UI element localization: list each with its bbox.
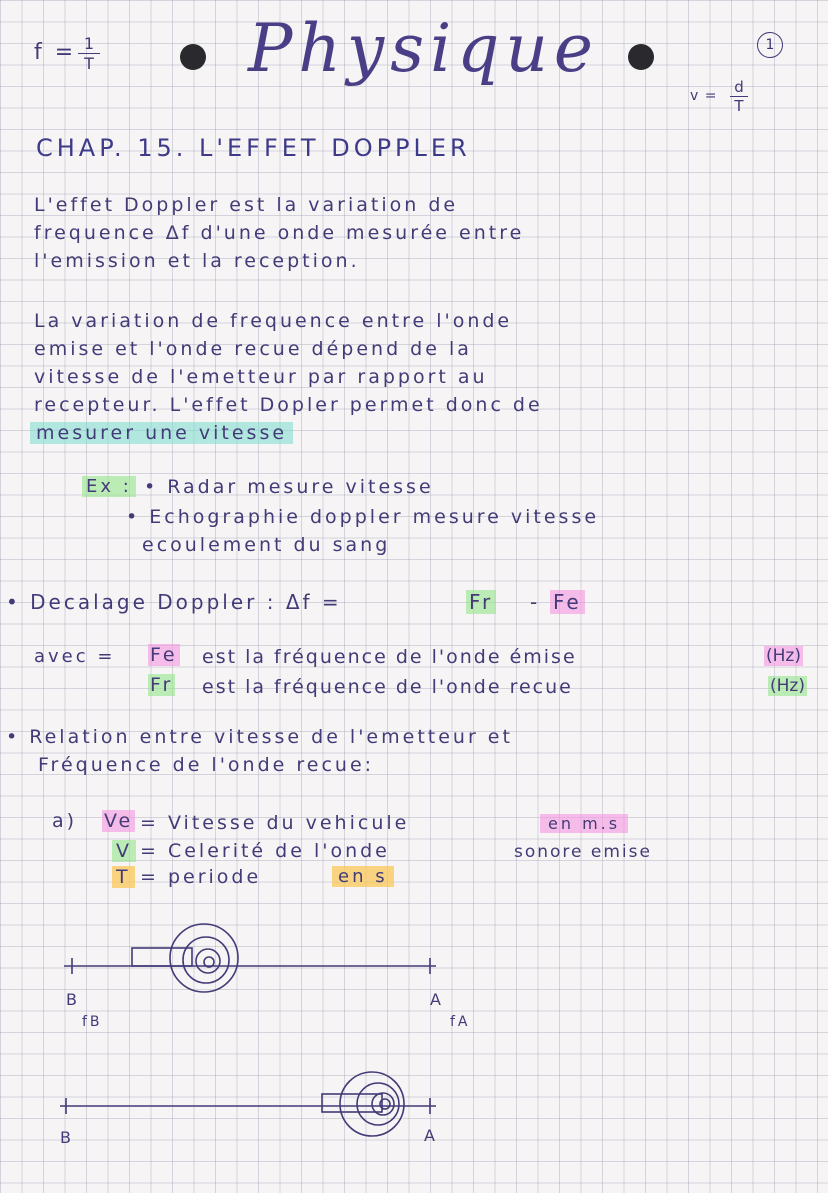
diagram-1: [64, 924, 436, 992]
avec-unit-2: (Hz): [770, 676, 805, 696]
formula-speed-denominator: T: [730, 96, 748, 115]
diagram-1-wave-inner: [196, 949, 220, 973]
paragraph-line-1: La variation de frequence entre l'onde: [34, 310, 513, 332]
paragraph-line-4: recepteur. L'effet Dopler permet donc de: [34, 394, 543, 416]
formula-speed-left: v =: [690, 88, 718, 104]
diagram-1-label-fa: fA: [450, 1014, 471, 1030]
paragraph-highlight: mesurer une vitesse: [30, 422, 293, 444]
diagram-2-label-b: B: [60, 1128, 74, 1147]
defs-ve-unit: en m.s: [540, 814, 628, 833]
avec-line-2: est la fréquence de l'onde recue: [202, 676, 573, 698]
diagram-1-wave-outer: [170, 924, 238, 992]
decalage-minus: -: [530, 590, 541, 614]
paragraph-line-2: emise et l'onde recue dépend de la: [34, 338, 472, 360]
definition-line-1: L'effet Doppler est la variation de: [34, 194, 459, 216]
defs-ve-text: = Vitesse du vehicule: [140, 812, 410, 834]
diagram-2: [60, 1072, 436, 1136]
page-title: Physique: [248, 10, 599, 87]
diagram-2-wave-middle: [357, 1083, 399, 1125]
relation-line-1: • Relation entre vitesse de l'emetteur et: [6, 726, 513, 748]
defs-v-symbol: V: [112, 840, 136, 862]
defs-v-tail: sonore emise: [514, 842, 652, 862]
avec-fr: Fr: [150, 674, 174, 696]
defs-t-symbol: T: [112, 866, 135, 888]
paragraph-line-3: vitesse de l'emetteur par rapport au: [34, 366, 488, 388]
decalage-prefix: • Decalage Doppler : Δf =: [6, 590, 342, 614]
relation-line-2: Fréquence de l'onde recue:: [38, 754, 375, 776]
defs-t-text: = periode: [140, 866, 262, 888]
diagram-1-label-b: B: [66, 990, 80, 1009]
avec-fe: Fe: [150, 644, 178, 666]
avec-line-1: est la fréquence de l'onde émise: [202, 646, 577, 668]
example-echography: • Echographie doppler mesure vitesse: [126, 506, 600, 528]
example-radar: • Radar mesure vitesse: [144, 476, 434, 498]
formula-frequency-numerator: 1: [83, 34, 95, 53]
definition-line-3: l'emission et la reception.: [34, 250, 360, 272]
diagram-2-label-a: A: [424, 1126, 438, 1145]
defs-a-label: a): [52, 810, 78, 832]
chapter-title: CHAP. 15. L'EFFET DOPPLER: [36, 134, 471, 162]
example-echography-detail: ecoulement du sang: [142, 534, 391, 556]
page-number: 1: [765, 37, 775, 53]
definition-line-2: frequence Δf d'une onde mesurée entre: [34, 222, 525, 244]
decalage-fr: Fr: [466, 590, 496, 614]
formula-frequency-left: f =: [34, 40, 77, 65]
diagram-1-label-a: A: [430, 990, 444, 1009]
formula-speed-numerator: d: [734, 78, 744, 96]
examples-label: Ex :: [82, 476, 136, 497]
defs-v-text: = Celerité de l'onde: [140, 840, 390, 862]
diagram-1-wave-middle: [183, 937, 229, 983]
formula-frequency-denominator: T: [78, 53, 100, 73]
decalage-fe: Fe: [550, 590, 585, 614]
avec-label: avec =: [34, 646, 116, 667]
diagram-1-label-fb: fB: [82, 1014, 103, 1030]
avec-unit-1: (Hz): [766, 646, 801, 666]
defs-t-unit: en s: [332, 866, 394, 887]
defs-ve-symbol: Ve: [104, 810, 134, 832]
